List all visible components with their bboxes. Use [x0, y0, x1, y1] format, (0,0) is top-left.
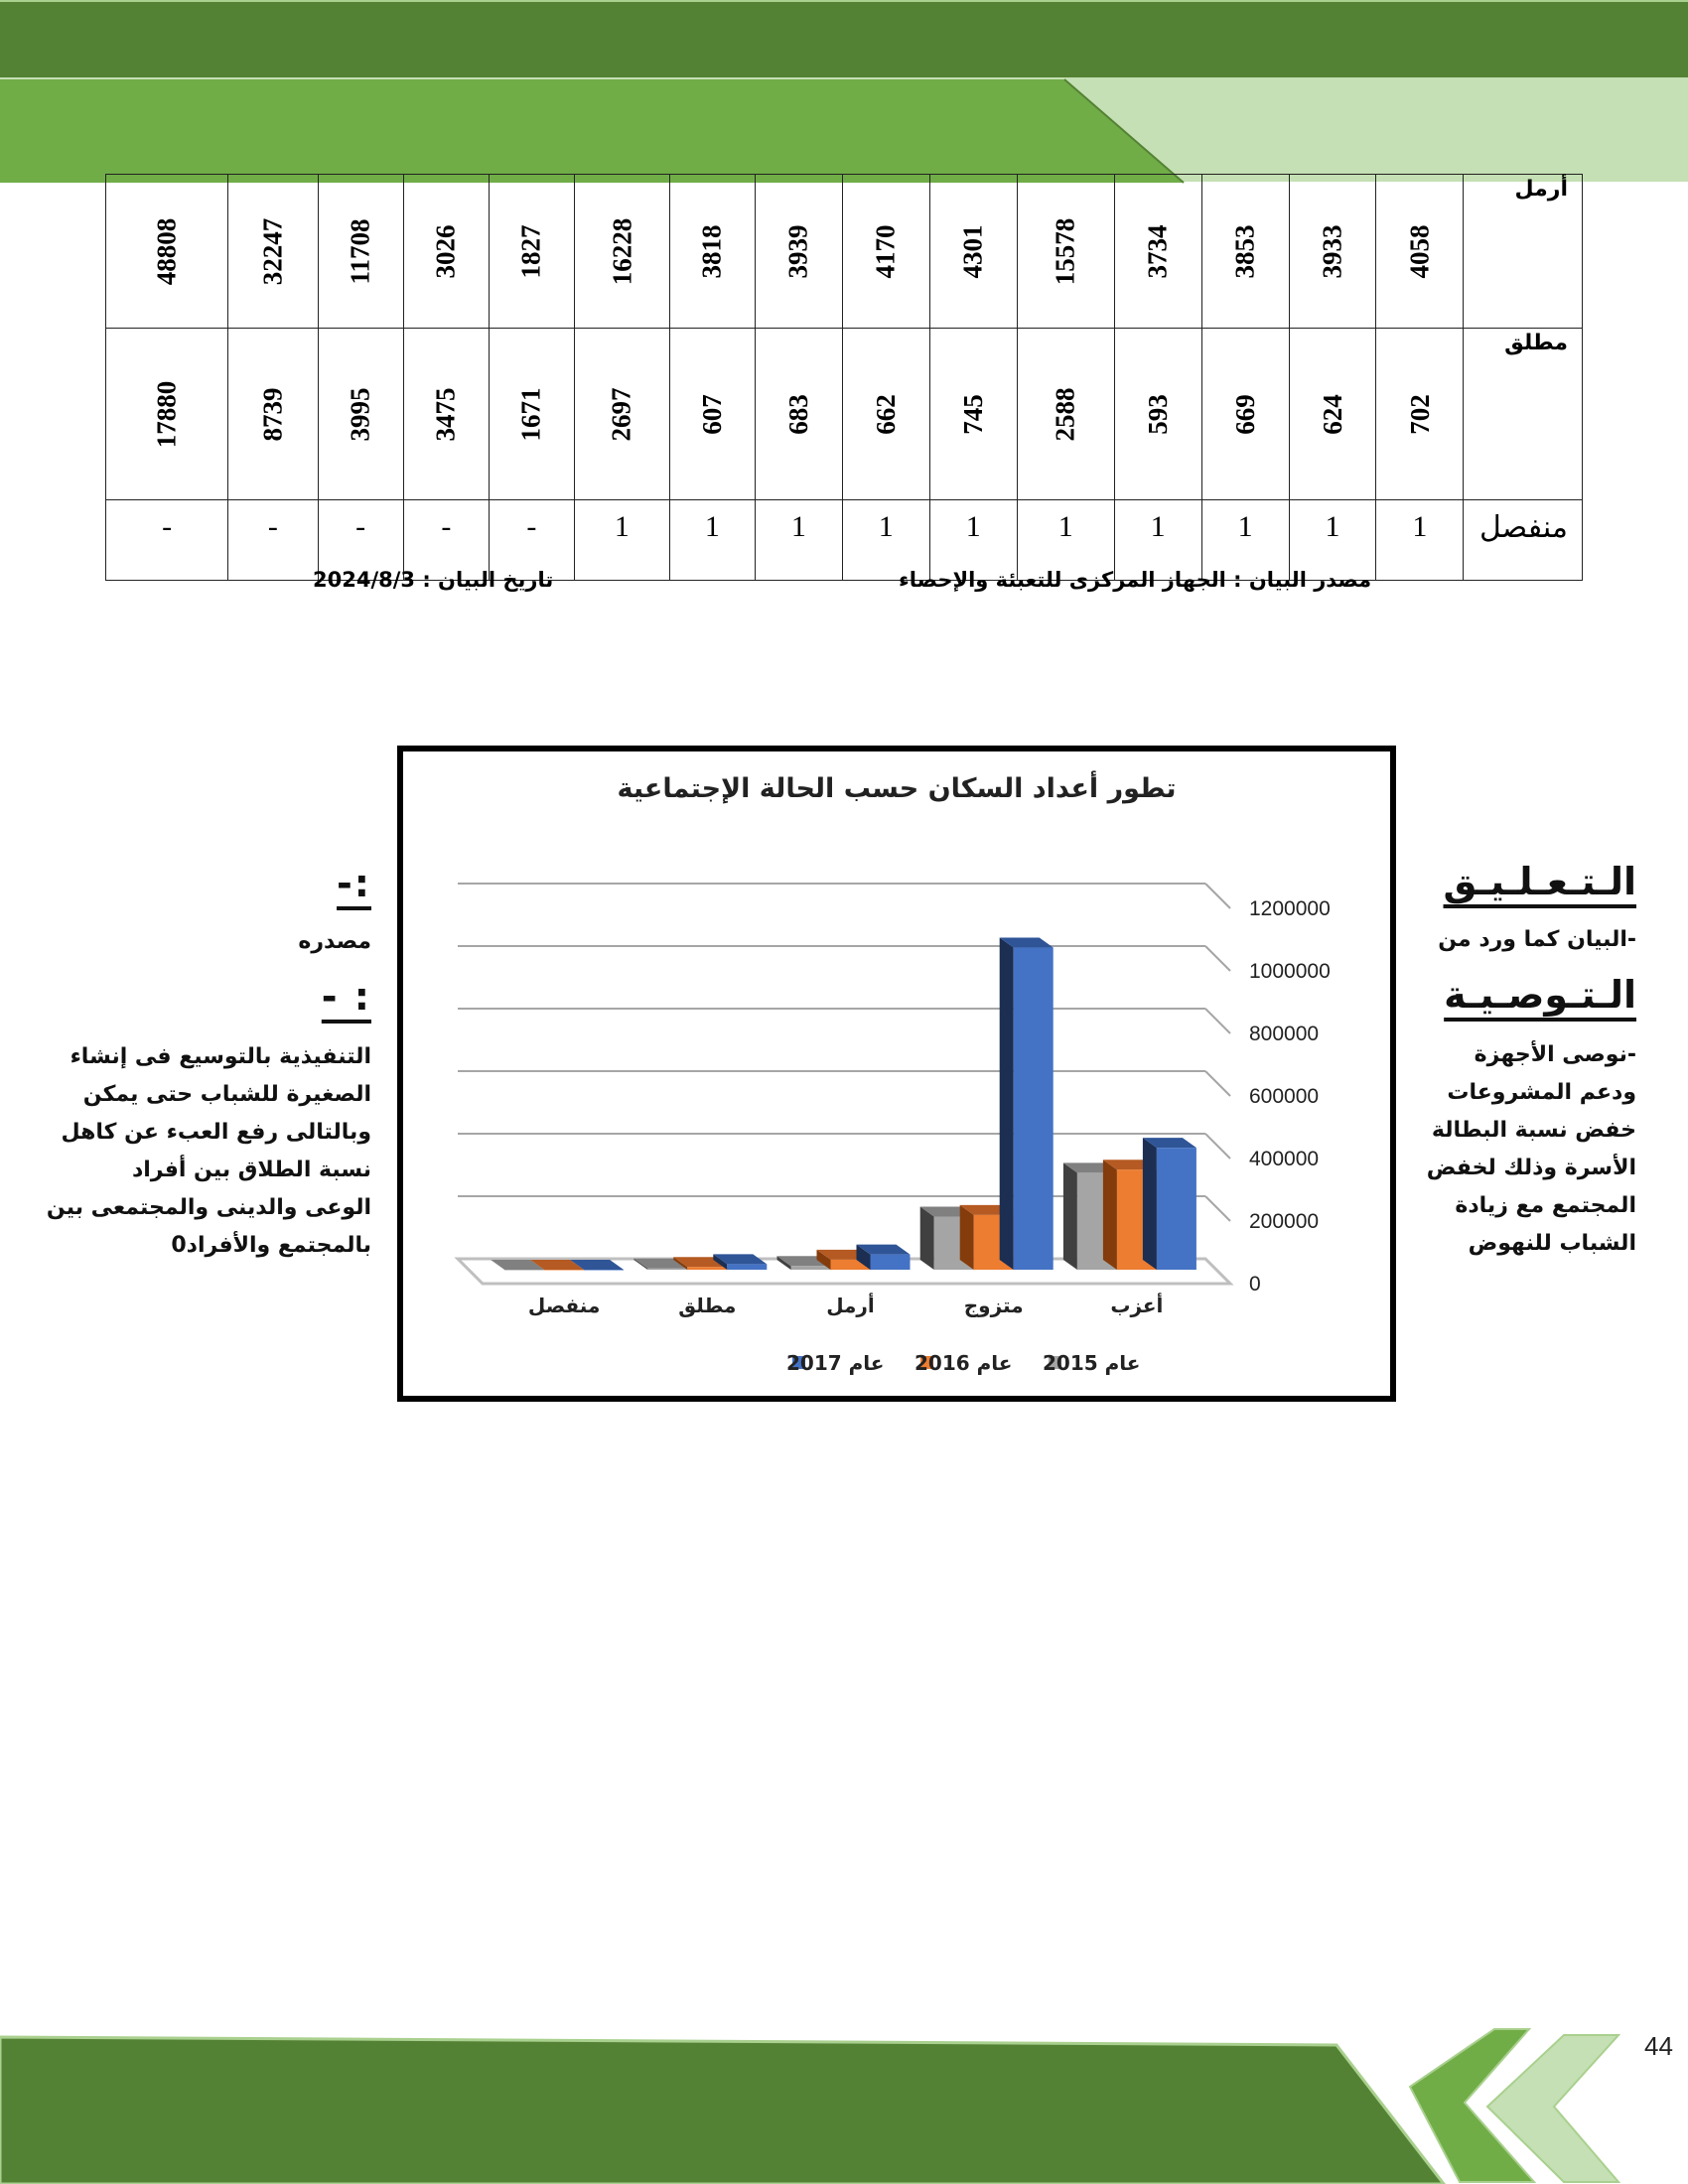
data-source: مصدر البيان : الجهاز المركزى للتعبئة والإحصاء — [899, 568, 1372, 592]
table-cell — [929, 175, 1017, 329]
bar — [791, 1266, 831, 1270]
gridline-depth — [1205, 1134, 1230, 1159]
text-line: المجتمع مع زيادة — [1455, 1193, 1636, 1218]
x-tick-label: منفصل — [527, 1294, 601, 1317]
text-line: خفض نسبة البطالة — [1431, 1118, 1636, 1143]
table-cell: 1 — [755, 500, 842, 581]
table-cell: 1 — [842, 500, 929, 581]
chart-title: تطور أعداد السكان حسب الحالة الإجتماعية — [617, 773, 1177, 804]
gridline-depth — [1205, 1009, 1230, 1033]
cell-value: 745 — [957, 393, 988, 435]
table-cell: 1 — [1376, 500, 1464, 581]
cell-value: 3995 — [345, 387, 375, 441]
bar — [584, 1270, 624, 1271]
left-paragraph — [46, 1038, 371, 1265]
cell-value: 3818 — [696, 224, 727, 278]
left-heading-2: : - — [321, 975, 371, 1019]
table-cell — [669, 329, 755, 500]
table-cell — [1376, 329, 1464, 500]
left-text-1: مصدره — [298, 929, 371, 954]
page-number: 44 — [1644, 2031, 1673, 2061]
table-cell — [318, 329, 403, 500]
text-line: الوعى والدينى والمجتمعى بين — [46, 1195, 371, 1220]
bar — [1014, 948, 1054, 1270]
cell-value: 3734 — [1142, 224, 1173, 278]
table-cell: 1 — [1201, 500, 1289, 581]
table-cell — [489, 175, 574, 329]
table-cell — [1289, 329, 1376, 500]
y-tick-label: 400000 — [1249, 1148, 1320, 1170]
cell-value: 17880 — [151, 380, 182, 448]
table-cell — [842, 175, 929, 329]
table-cell — [1017, 329, 1114, 500]
bar-side — [1143, 1138, 1157, 1270]
cell-value: 662 — [870, 393, 901, 435]
text-line: الشباب للنهوض — [1468, 1231, 1636, 1256]
text-line: ودعم المشروعات — [1447, 1080, 1636, 1105]
table-cell — [669, 175, 755, 329]
bar-side — [1103, 1160, 1117, 1270]
gridline-depth — [1205, 1071, 1230, 1096]
text-line: بالمجتمع والأفراد0 — [171, 1233, 371, 1258]
cell-value: 3026 — [430, 224, 461, 278]
cell-value: 593 — [1142, 393, 1173, 435]
cell-value: 1671 — [515, 387, 546, 441]
text-line: الأسرة وذلك لخفض — [1426, 1156, 1636, 1180]
comment-heading: الـتـعـلـيـق — [1443, 860, 1636, 903]
gridline-depth — [1205, 946, 1230, 971]
cell-value: 11708 — [345, 217, 375, 285]
table-cell: - — [228, 500, 318, 581]
cell-value: 3853 — [1229, 224, 1260, 278]
table-cell — [1201, 175, 1289, 329]
comment-text: -البيان كما ورد من — [1438, 927, 1636, 952]
bar-side — [1063, 1162, 1077, 1270]
bar-side — [920, 1206, 934, 1270]
table-cell — [228, 329, 318, 500]
cell-value: 15578 — [1050, 217, 1080, 285]
bar-side — [1000, 938, 1014, 1270]
cell-value: 4058 — [1404, 224, 1435, 278]
legend-label: عام 2017 — [786, 1351, 885, 1375]
cell-value: 683 — [782, 393, 813, 435]
text-line: التنفيذية بالتوسيع فى إنشاء — [70, 1044, 371, 1069]
table-cell — [1114, 175, 1201, 329]
cell-value: 3475 — [430, 387, 461, 441]
table-cell: 1 — [1114, 500, 1201, 581]
table-cell: - — [106, 500, 228, 581]
bar — [727, 1264, 767, 1270]
table-cell — [403, 329, 489, 500]
recommendation-heading: الـتـوصـيـة — [1444, 973, 1636, 1017]
bar — [1157, 1148, 1196, 1270]
table-cell: 1 — [1017, 500, 1114, 581]
table-cell — [755, 175, 842, 329]
cell-value: 624 — [1317, 393, 1347, 435]
cell-value: 48808 — [151, 217, 182, 285]
table-cell: - — [403, 500, 489, 581]
left-heading-1: :- — [337, 862, 371, 905]
table-cell: - — [318, 500, 403, 581]
table-cell — [1114, 329, 1201, 500]
header-mid-band — [0, 79, 1184, 183]
table-cell: 1 — [669, 500, 755, 581]
x-tick-label: أعزب — [1110, 1294, 1164, 1317]
recommendation-text — [1427, 1036, 1636, 1263]
table-cell — [929, 329, 1017, 500]
row-label: أرمل — [1464, 175, 1583, 329]
cell-value: 3939 — [782, 224, 813, 278]
gridline-depth — [1205, 1196, 1230, 1221]
gridline-depth — [1205, 884, 1230, 908]
x-tick-label: مطلق — [678, 1294, 737, 1317]
text-line: وبالتالى رفع العبء عن كاهل — [61, 1120, 371, 1145]
table-cell — [574, 175, 669, 329]
row-label: منفصل — [1464, 500, 1583, 581]
cell-value: 2697 — [606, 387, 636, 441]
text-line: الصغيرة للشباب حتى يمكن — [82, 1082, 371, 1107]
header-band-dark — [0, 0, 1688, 79]
left-text-block — [46, 862, 371, 1265]
table-cell — [1376, 175, 1464, 329]
y-tick-label: 0 — [1249, 1273, 1261, 1296]
table-cell — [318, 175, 403, 329]
bar — [647, 1269, 687, 1270]
table-cell: 1 — [929, 500, 1017, 581]
legend-label: عام 2016 — [914, 1351, 1013, 1375]
y-tick-label: 1000000 — [1249, 960, 1331, 983]
y-tick-label: 800000 — [1249, 1023, 1320, 1045]
bar — [504, 1270, 544, 1271]
cell-value: 4170 — [870, 224, 901, 278]
bar — [871, 1255, 911, 1270]
cell-value: 2588 — [1050, 387, 1080, 441]
table-row — [106, 175, 1583, 329]
bar — [687, 1267, 727, 1270]
cell-value: 32247 — [257, 217, 288, 285]
x-tick-label: أرمل — [826, 1294, 875, 1317]
y-tick-label: 600000 — [1249, 1085, 1320, 1108]
bar-chart — [403, 751, 1390, 1396]
footer-dark-band — [0, 2037, 1444, 2184]
table-cell — [755, 329, 842, 500]
y-tick-label: 1200000 — [1249, 897, 1331, 920]
chart-frame — [397, 746, 1396, 1402]
table-cell: 1 — [1289, 500, 1376, 581]
cell-value: 669 — [1229, 393, 1260, 435]
table-cell — [1289, 175, 1376, 329]
table-cell — [106, 329, 228, 500]
text-line: -نوصى الأجهزة — [1474, 1042, 1636, 1067]
cell-value: 607 — [696, 393, 727, 435]
data-date: تاريخ البيان : 2024/8/3 — [313, 568, 554, 592]
x-tick-label: متزوج — [963, 1294, 1024, 1317]
marital-status-table — [105, 174, 1583, 581]
table-cell: - — [489, 500, 574, 581]
comment-block — [1427, 860, 1636, 1263]
table-row — [106, 329, 1583, 500]
cell-value: 16228 — [606, 217, 636, 285]
table-cell — [1017, 175, 1114, 329]
legend-label: عام 2015 — [1043, 1351, 1141, 1375]
text-line: نسبة الطلاق بين أفراد — [131, 1158, 371, 1182]
y-tick-label: 200000 — [1249, 1210, 1320, 1233]
cell-value: 3933 — [1317, 224, 1347, 278]
table-cell — [489, 329, 574, 500]
table-cell — [228, 175, 318, 329]
cell-value: 4301 — [957, 224, 988, 278]
cell-value: 8739 — [257, 387, 288, 441]
table-cell — [1201, 329, 1289, 500]
header-band-decor — [0, 77, 1688, 187]
table-cell — [106, 175, 228, 329]
cell-value: 1827 — [515, 224, 546, 278]
table-cell — [842, 329, 929, 500]
table-cell — [574, 329, 669, 500]
row-label: مطلق — [1464, 329, 1583, 500]
cell-value: 702 — [1404, 393, 1435, 435]
bar-side — [960, 1205, 974, 1270]
table-cell — [403, 175, 489, 329]
bar — [544, 1270, 584, 1271]
footer-decor — [0, 2025, 1688, 2184]
table-cell: 1 — [574, 500, 669, 581]
